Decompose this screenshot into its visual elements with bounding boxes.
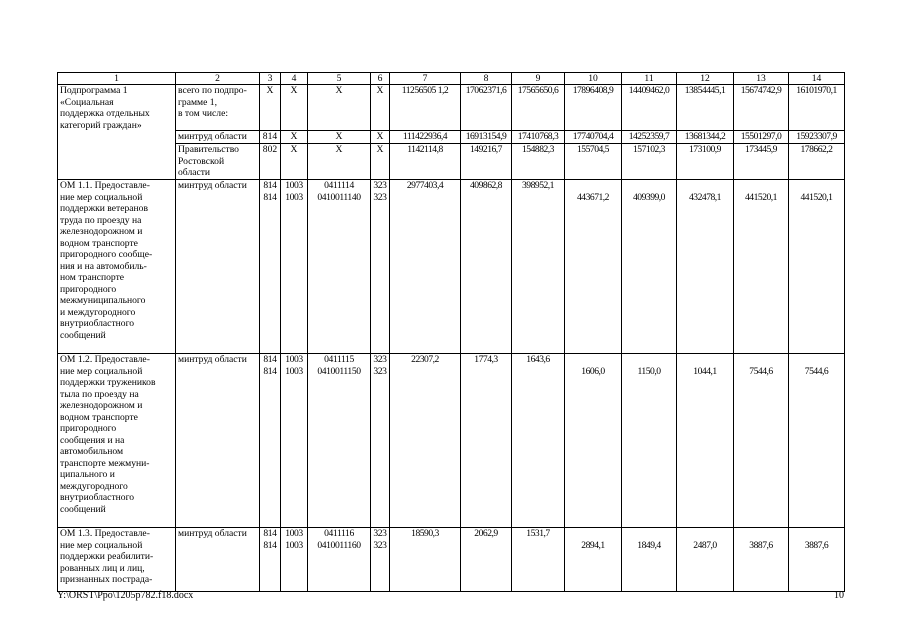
- value: 2487,0: [693, 540, 717, 551]
- col-header: 7: [390, 73, 461, 85]
- cell-line: 1003: [285, 354, 303, 365]
- value: 2894,1: [581, 540, 605, 551]
- column-number-row: [58, 73, 845, 85]
- value-cell: 14252359,7: [622, 131, 677, 144]
- value-cell: 13854445,1: [677, 85, 734, 131]
- value-cell: 178662,2: [789, 144, 845, 180]
- value-cell: 111422936,4: [390, 131, 461, 144]
- col-header: 14: [789, 73, 845, 85]
- cell: X: [308, 85, 371, 131]
- value-cell: [565, 528, 622, 592]
- cell: [260, 354, 281, 528]
- value-cell: 14409462,0: [622, 85, 677, 131]
- value-cell: [677, 528, 734, 592]
- cell-line: 323: [373, 192, 387, 203]
- value-cell: 1531,7: [512, 528, 565, 592]
- cell: X: [308, 131, 371, 144]
- value-cell: [677, 354, 734, 528]
- cell: [281, 528, 308, 592]
- measure-title: ОМ 1.1. Предоставле- ние мер социальной поддержки ветеранов труда по проезду на железнодорожном и водном транспорте пригородного сообще- ния и на автомобиль- ном транспорте пригородного межмуниципального и междугородного внутриобластного сообщений: [58, 180, 176, 354]
- value-cell: 1643,6: [512, 354, 565, 528]
- cell-line: 814: [263, 180, 277, 191]
- value-cell: 15674742,9: [734, 85, 789, 131]
- cell-line: 0410011140: [317, 192, 361, 203]
- value: 441520,1: [745, 192, 777, 203]
- value-cell: 173445,9: [734, 144, 789, 180]
- table-row: [58, 354, 845, 528]
- cell: [371, 180, 390, 354]
- cell-line: 0411115: [324, 354, 354, 365]
- cell-line: 1003: [285, 528, 303, 539]
- col-header: 11: [622, 73, 677, 85]
- value-cell: 2977403,4: [390, 180, 461, 354]
- value-cell: 155704,5: [565, 144, 622, 180]
- value-cell: [734, 528, 789, 592]
- value-cell: 173100,9: [677, 144, 734, 180]
- executor-cell: минтруд области: [176, 354, 260, 528]
- value-cell: [565, 354, 622, 528]
- cell: [371, 528, 390, 592]
- cell: 802: [260, 144, 281, 180]
- value: 3887,6: [804, 540, 829, 551]
- table-row: [58, 85, 845, 131]
- col-header: 2: [176, 73, 260, 85]
- table-row: [58, 180, 845, 354]
- value-cell: [789, 528, 845, 592]
- col-header: 6: [371, 73, 390, 85]
- value-cell: 149216,7: [461, 144, 512, 180]
- cell-line: 814: [263, 366, 277, 377]
- col-header: 8: [461, 73, 512, 85]
- cell: [308, 354, 371, 528]
- cell-line: 1003: [285, 366, 303, 377]
- cell: 814: [260, 131, 281, 144]
- cell: X: [281, 144, 308, 180]
- col-header: 10: [565, 73, 622, 85]
- cell: X: [371, 131, 390, 144]
- program-title: Подпрограмма 1 «Социальная поддержка отдельных категорий граждан»: [58, 85, 176, 180]
- value-cell: [789, 354, 845, 528]
- value-cell: 398952,1: [512, 180, 565, 354]
- page-number: 10: [834, 590, 844, 601]
- value-cell: [622, 354, 677, 528]
- value-cell: 18590,3: [390, 528, 461, 592]
- value-cell: 13681344,2: [677, 131, 734, 144]
- value-cell: 17896408,9: [565, 85, 622, 131]
- col-header: 12: [677, 73, 734, 85]
- executor-cell: Правительство Ростовской области: [176, 144, 260, 180]
- value-cell: 1774,3: [461, 354, 512, 528]
- value-cell: [677, 180, 734, 354]
- cell-line: 323: [373, 366, 387, 377]
- cell-line: 814: [263, 354, 277, 365]
- value: 1849,4: [637, 540, 661, 551]
- value-cell: 22307,2: [390, 354, 461, 528]
- cell: X: [281, 131, 308, 144]
- executor-cell: минтруд области: [176, 528, 260, 592]
- cell-line: 323: [373, 528, 387, 539]
- cell-line: 814: [263, 528, 277, 539]
- cell-line: 323: [373, 180, 387, 191]
- value: 7544,6: [804, 366, 829, 377]
- value-cell: 11256505 1,2: [390, 85, 461, 131]
- cell: [308, 528, 371, 592]
- value-cell: [622, 528, 677, 592]
- cell: [260, 180, 281, 354]
- measure-title: ОМ 1.2. Предоставле- ние мер социальной поддержки тружеников тыла по проезду на железнодорожном и водном транспорте пригородного сообщения и на автомобильном транспорте межмуни- ципального и междугородного внутриобластного сообщений: [58, 354, 176, 528]
- cell: [281, 354, 308, 528]
- value-cell: 17740704,4: [565, 131, 622, 144]
- cell: [281, 180, 308, 354]
- col-header: 9: [512, 73, 565, 85]
- footer-file-path: Y:\ORST\Ppo\1205p782.f18.docx: [57, 590, 194, 601]
- value-cell: [622, 180, 677, 354]
- value-cell: 16101970,1: [789, 85, 845, 131]
- cell-line: 323: [373, 354, 387, 365]
- budget-table: [57, 72, 845, 592]
- value: 3887,6: [749, 540, 773, 551]
- executor-cell: минтруд области: [176, 180, 260, 354]
- value-cell: 409862,8: [461, 180, 512, 354]
- col-header: 13: [734, 73, 789, 85]
- value-cell: 154882,3: [512, 144, 565, 180]
- value-cell: [789, 180, 845, 354]
- cell-line: 1003: [285, 180, 303, 191]
- cell-line: 0410011160: [317, 540, 361, 551]
- value: 443671,2: [577, 192, 609, 203]
- cell-line: 0411116: [324, 528, 354, 539]
- table-row: [58, 131, 845, 144]
- cell: X: [371, 85, 390, 131]
- cell-line: 814: [263, 540, 277, 551]
- cell: [371, 354, 390, 528]
- value-cell: 1142114,8: [390, 144, 461, 180]
- value-cell: [565, 180, 622, 354]
- cell: X: [281, 85, 308, 131]
- cell: [308, 180, 371, 354]
- value: 409399,0: [633, 192, 665, 203]
- value-cell: 15501297,0: [734, 131, 789, 144]
- col-header: 1: [58, 73, 176, 85]
- value: 1606,0: [581, 366, 605, 377]
- col-header: 3: [260, 73, 281, 85]
- cell: X: [308, 144, 371, 180]
- value-cell: [734, 354, 789, 528]
- value-cell: 17062371,6: [461, 85, 512, 131]
- value: 7544,6: [749, 366, 773, 377]
- value: 1044,1: [693, 366, 717, 377]
- value-cell: 157102,3: [622, 144, 677, 180]
- cell-line: 0410011150: [317, 366, 361, 377]
- table-row: [58, 144, 845, 180]
- col-header: 5: [308, 73, 371, 85]
- value-cell: 2062,9: [461, 528, 512, 592]
- value: 1150,0: [637, 366, 661, 377]
- value: 441520,1: [800, 192, 833, 203]
- value-cell: 16913154,9: [461, 131, 512, 144]
- col-header: 4: [281, 73, 308, 85]
- table-row: [58, 528, 845, 592]
- executor-cell: всего по подпро- грамме 1, в том числе:: [176, 85, 260, 131]
- cell-line: 814: [263, 192, 277, 203]
- measure-title: ОМ 1.3. Предоставле- ние мер социальной поддержки реабилити- рованных лиц и лиц, признанных пострада-: [58, 528, 176, 592]
- executor-cell: минтруд области: [176, 131, 260, 144]
- cell-line: 0411114: [324, 180, 354, 191]
- cell-line: 323: [373, 540, 387, 551]
- cell-line: 1003: [285, 192, 303, 203]
- value-cell: 17565650,6: [512, 85, 565, 131]
- cell-line: 1003: [285, 540, 303, 551]
- cell: [260, 528, 281, 592]
- cell: X: [371, 144, 390, 180]
- value-cell: 17410768,3: [512, 131, 565, 144]
- value: 432478,1: [689, 192, 721, 203]
- cell: X: [260, 85, 281, 131]
- value-cell: 15923307,9: [789, 131, 845, 144]
- value-cell: [734, 180, 789, 354]
